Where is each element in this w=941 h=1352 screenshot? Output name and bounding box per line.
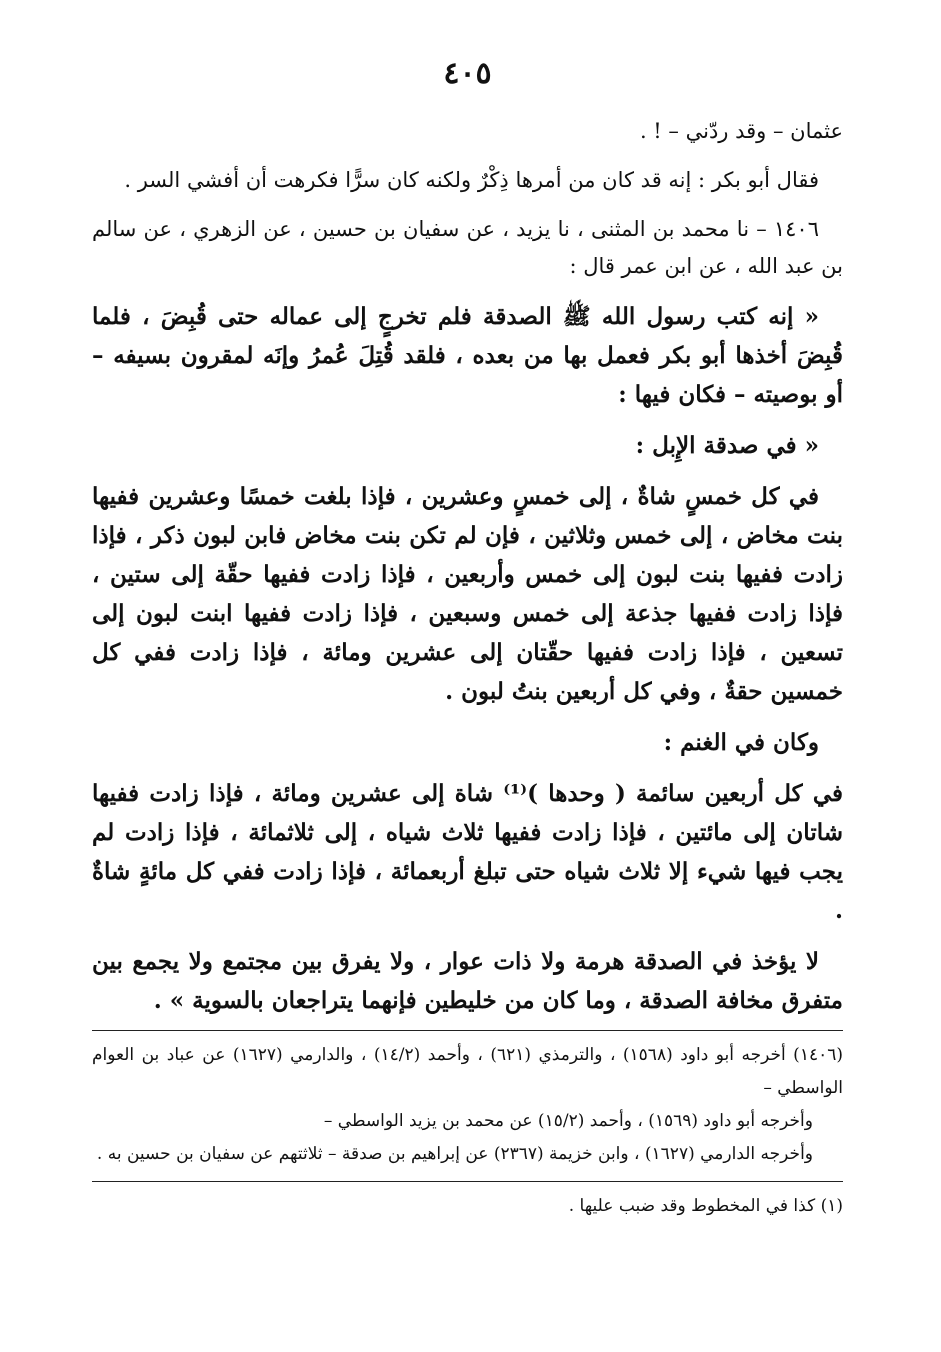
- hadith-isnad: ١٤٠٦ – نا محمد بن المثنى ، نا يزيد ، عن سفيان بن حسين ، عن الزهري ، عن سالم بن عبد الله ، عن ابن عمر قال :: [92, 217, 843, 278]
- paragraph-rules: لا يؤخذ في الصدقة هرمة ولا ذات عوار ، ولا يفرق بين مجتمع ولا يجمع بين متفرق مخافة الصدقة ، وما كان من خليطين فإنهما يتراجعان بالسوية » .: [92, 948, 843, 1014]
- hadith-text-intro: « إنه كتب رسول الله ﷺ الصدقة فلم تخرجٍ إلى عماله حتى قُبِضَ ، فلما قُبِضَ أخذها أبو بكر فعمل بها من بعده ، فلقد قُتِلَ عُمرُ وإنَه لمقرون بسيفه – أو بوصيته – فكان فيها :: [92, 303, 843, 408]
- page-number: ٤٠٥: [443, 56, 492, 91]
- footnote-divider-2: [92, 1181, 843, 1182]
- paragraph-abu-bakr: فقال أبو بكر : إنه قد كان من أمرها ذِكْرٌ ولكنه كان سرًّا فكرهت أن أفشي السر .: [124, 168, 819, 192]
- footnote-manuscript-note: (١) كذا في المخطوط وقد ضبب عليها .: [568, 1196, 843, 1216]
- footnote-takhrij: (١٤٠٦) أخرجه أبو داود (١٥٦٨) ، والترمذي (٦٢١) ، وأحمد (١٤/٢) ، والدارمي (١٦٢٧) عن عباد بن العوام الواسطي –: [92, 1045, 843, 1098]
- section-heading-sheep: وكان في الغنم :: [663, 729, 819, 756]
- paragraph-camels-zakat: في كل خمسٍ شاةٌ ، إلى خمسٍ وعشرين ، فإذا بلغت خمسًا وعشرين ففيها بنت مخاض ، إلى خمس وثلاثين ، فإن لم تكن بنت مخاض فابن لبون ذكر ، فإذا زادت ففيها بنت لبون إلى خمس وأربعين ، فإذا زادت ففيها حقّة إلى ستين ، فإذا زادت ففيها جذعة إلى خمس وسبعين ، فإذا زادت ففيها ابنت لبون إلى تسعين ، فإذا زادت ففيها حقّتان إلى عشرين ومائة ، فإذا زادت ففي كل خمسين حقةٌ ، وفي كل أربعين بنتُ لبون .: [92, 483, 843, 705]
- footnote-divider: [92, 1030, 843, 1031]
- paragraph-sheep-zakat: في كل أربعين سائمة ( وحدها )⁽¹⁾ شاة إلى عشرين ومائة ، فإذا زادت ففيها شاتان إلى مائتين ، فإذا زادت ففيها ثلاث شياه ، إلى ثلاثمائة ، فإذا زادت لم يجب فيها شيء إلا ثلاث شياه حتى تبلغ أربعمائة ، فإذا زادت ففي كل مائةٍ شاةٌ .: [92, 780, 843, 924]
- footnote-takhrij-2: وأخرجه أبو داود (١٥٦٩) ، وأحمد (١٥/٢) عن محمد بن يزيد الواسطي –: [323, 1111, 813, 1131]
- section-heading-camels: « في صدقة الإِبل :: [635, 432, 819, 459]
- paragraph-continuation: عثمان – وقد ردّني – ! .: [639, 119, 843, 143]
- footnote-takhrij-3: وأخرجه الدارمي (١٦٢٧) ، وابن خزيمة (٢٣٦٧) عن إبراهيم بن صدقة – ثلاثتهم عن سفيان بن حسين به .: [96, 1144, 813, 1164]
